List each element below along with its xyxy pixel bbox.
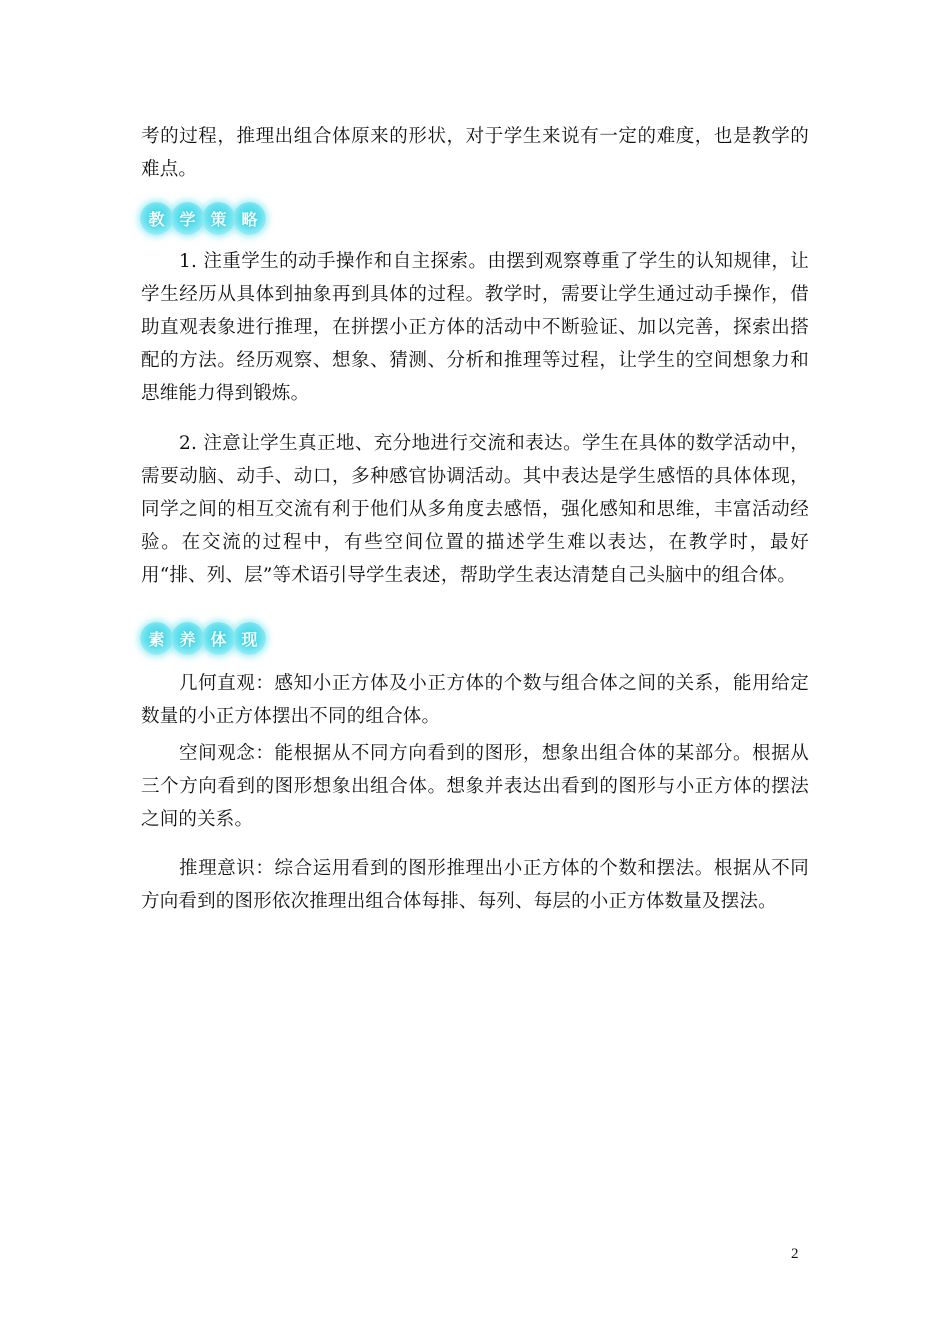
badge-char: 略 bbox=[233, 202, 266, 235]
strategy-paragraph-1: 1. 注重学生的动手操作和自主探索。由摆到观察尊重了学生的认知规律，让学生经历从具体到抽象再到具体的过程。教学时，需要让学生通过动手操作，借助直观表象进行推理，在拼摆小正方体的活动中不断验证、加以完善，探索出搭配的方法。经历观察、想象、猜测、分析和推理等过程，让学生的空间想象力和思维能力得到锻炼。 bbox=[141, 251, 809, 404]
literacy-paragraph-reasoning: 推理意识：综合运用看到的图形推理出小正方体的个数和摆法。根据从不同方向看到的图形依次推理出组合体每排、每列、每层的小正方体数量及摆法。 bbox=[141, 858, 809, 912]
strategy-paragraph-2: 2. 注意让学生真正地、充分地进行交流和表达。学生在具体的数学活动中，需要动脑、动手、动口，多种感官协调活动。其中表达是学生感悟的具体体现，同学之间的相互交流有利于他们从多角度去感悟，强化感知和思维，丰富活动经验。在交流的过程中，有些空间位置的描述学生难以表达，在教学时，最好用“排、列、层”等术语引导学生表述，帮助学生表达清楚自己头脑中的组合体。 bbox=[141, 433, 809, 586]
badge-char: 教 bbox=[140, 202, 173, 235]
badge-char: 策 bbox=[202, 202, 235, 235]
intro-paragraph: 考的过程，推理出组合体原来的形状，对于学生来说有一定的难度，也是教学的难点。 bbox=[141, 126, 809, 180]
literacy-paragraph-spatial: 空间观念：能根据从不同方向看到的图形，想象出组合体的某部分。根据从三个方向看到的图形想象出组合体。想象并表达出看到的图形与小正方体的摆法之间的关系。 bbox=[141, 743, 809, 830]
literacy-paragraph-geometry: 几何直观：感知小正方体及小正方体的个数与组合体之间的关系，能用给定数量的小正方体摆出不同的组合体。 bbox=[141, 673, 809, 727]
badge-char: 素 bbox=[140, 622, 173, 655]
badge-char: 现 bbox=[233, 622, 266, 655]
section-badge-literacy bbox=[140, 618, 264, 658]
badge-char: 学 bbox=[171, 202, 204, 235]
badge-char: 体 bbox=[202, 622, 235, 655]
section-badge-teaching-strategy bbox=[140, 198, 264, 238]
page-number: 2 bbox=[791, 1246, 799, 1262]
badge-char: 养 bbox=[171, 622, 204, 655]
